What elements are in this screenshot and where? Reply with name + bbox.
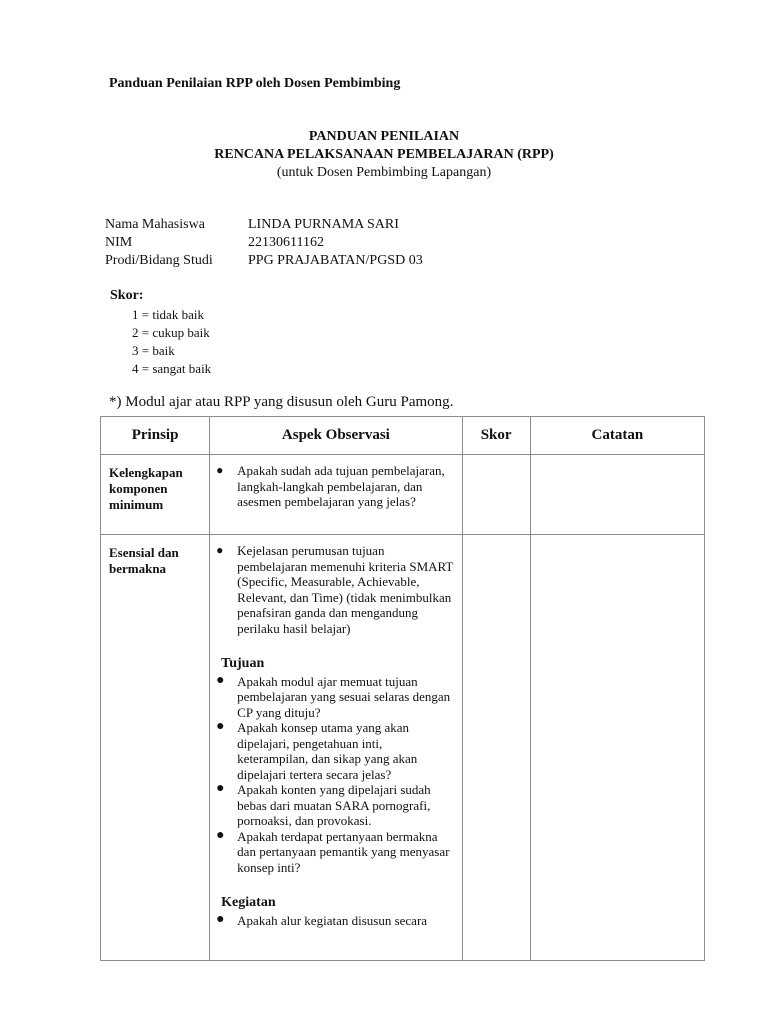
table-header-row xyxy=(101,417,705,455)
header-aspek-observasi: Aspek Observasi xyxy=(210,417,462,455)
info-value: 22130611162 xyxy=(248,235,324,250)
score-scale-title: Skor: xyxy=(110,288,144,303)
bullet-icon: ● xyxy=(216,463,224,477)
prinsip-cell: Esensial dan bermakna xyxy=(101,535,210,961)
list-item-text: Apakah konsep utama yang akan dipelajari, pengetahuan inti, keterampilan, dan sikap yang akan dipelajari tertera secara jelas? xyxy=(237,720,418,782)
list-item-text: Apakah terdapat pertanyaan bermakna dan pertanyaan pemantik yang menyasar konsep inti? xyxy=(237,828,450,875)
info-value: LINDA PURNAMA SARI xyxy=(248,217,399,232)
info-label: Prodi/Bidang Studi xyxy=(105,253,213,268)
table-row xyxy=(101,535,705,961)
list-item xyxy=(214,720,455,782)
score-scale-item: 2 = cukup baik xyxy=(132,325,210,340)
list-item xyxy=(214,829,455,876)
header-prinsip: Prinsip xyxy=(101,417,210,455)
list-item-text: Kejelasan perumusan tujuan pembelajaran memenuhi kriteria SMART (Specific, Measurable, Achievable, Relevant, dan Time) (tidak menimbulkan penafsiran ganda dan mengandung perilaku hasil belajar) xyxy=(237,543,454,636)
document-subtitle: RENCANA PELAKSANAAN PEMBELAJARAN (RPP) xyxy=(214,147,554,162)
note-text: *) Modul ajar atau RPP yang disusun oleh Guru Pamong. xyxy=(109,394,454,410)
aspek-cell xyxy=(210,455,462,535)
skor-cell[interactable] xyxy=(462,535,530,961)
bullet-icon: ● xyxy=(216,719,225,734)
header-catatan: Catatan xyxy=(530,417,704,455)
list-item xyxy=(214,543,455,636)
assessment-table xyxy=(100,416,705,961)
document-title: PANDUAN PENILAIAN xyxy=(308,129,460,144)
info-value: PPG PRAJABATAN/PGSD 03 xyxy=(248,253,423,268)
aspek-cell xyxy=(210,535,462,961)
document-header: Panduan Penilaian RPP oleh Dosen Pembimbing xyxy=(109,76,401,91)
bullet-icon: ● xyxy=(216,781,225,796)
bullet-icon: ● xyxy=(216,827,225,843)
section-heading-kegiatan: Kegiatan xyxy=(221,895,276,910)
list-item xyxy=(214,463,455,510)
catatan-cell[interactable] xyxy=(530,455,704,535)
list-item xyxy=(214,913,455,929)
list-item-text: Apakah alur kegiatan disusun secara xyxy=(237,912,428,928)
score-scale-item: 4 = sangat baik xyxy=(132,361,212,376)
bullet-icon: ● xyxy=(216,543,224,557)
prinsip-cell: Kelengkapan komponen minimum xyxy=(101,455,210,535)
list-item-text: Apakah konten yang dipelajari sudah bebas dari muatan SARA pornografi, pornoaksi, dan provokasi. xyxy=(237,782,431,828)
skor-cell[interactable] xyxy=(462,455,530,535)
catatan-cell[interactable] xyxy=(530,535,704,961)
score-scale-item: 1 = tidak baik xyxy=(132,307,204,322)
list-item xyxy=(214,782,455,829)
table-row xyxy=(101,455,705,535)
section-heading-tujuan: Tujuan xyxy=(221,656,265,671)
info-label: Nama Mahasiswa xyxy=(105,217,205,232)
bullet-icon: ● xyxy=(216,672,225,688)
list-item-text: Apakah modul ajar memuat tujuan pembelajaran yang sesuai selaras dengan CP yang dituju? xyxy=(237,673,451,720)
bullet-icon: ● xyxy=(216,911,225,927)
document-audience: (untuk Dosen Pembimbing Lapangan) xyxy=(276,165,492,180)
info-label: NIM xyxy=(105,235,133,250)
header-skor: Skor xyxy=(462,417,530,455)
list-item xyxy=(214,674,455,721)
score-scale-item: 3 = baik xyxy=(132,343,175,358)
list-item-text: Apakah sudah ada tujuan pembelajaran, langkah-langkah pembelajaran, dan asesmen pembelajaran yang jelas? xyxy=(237,463,445,509)
